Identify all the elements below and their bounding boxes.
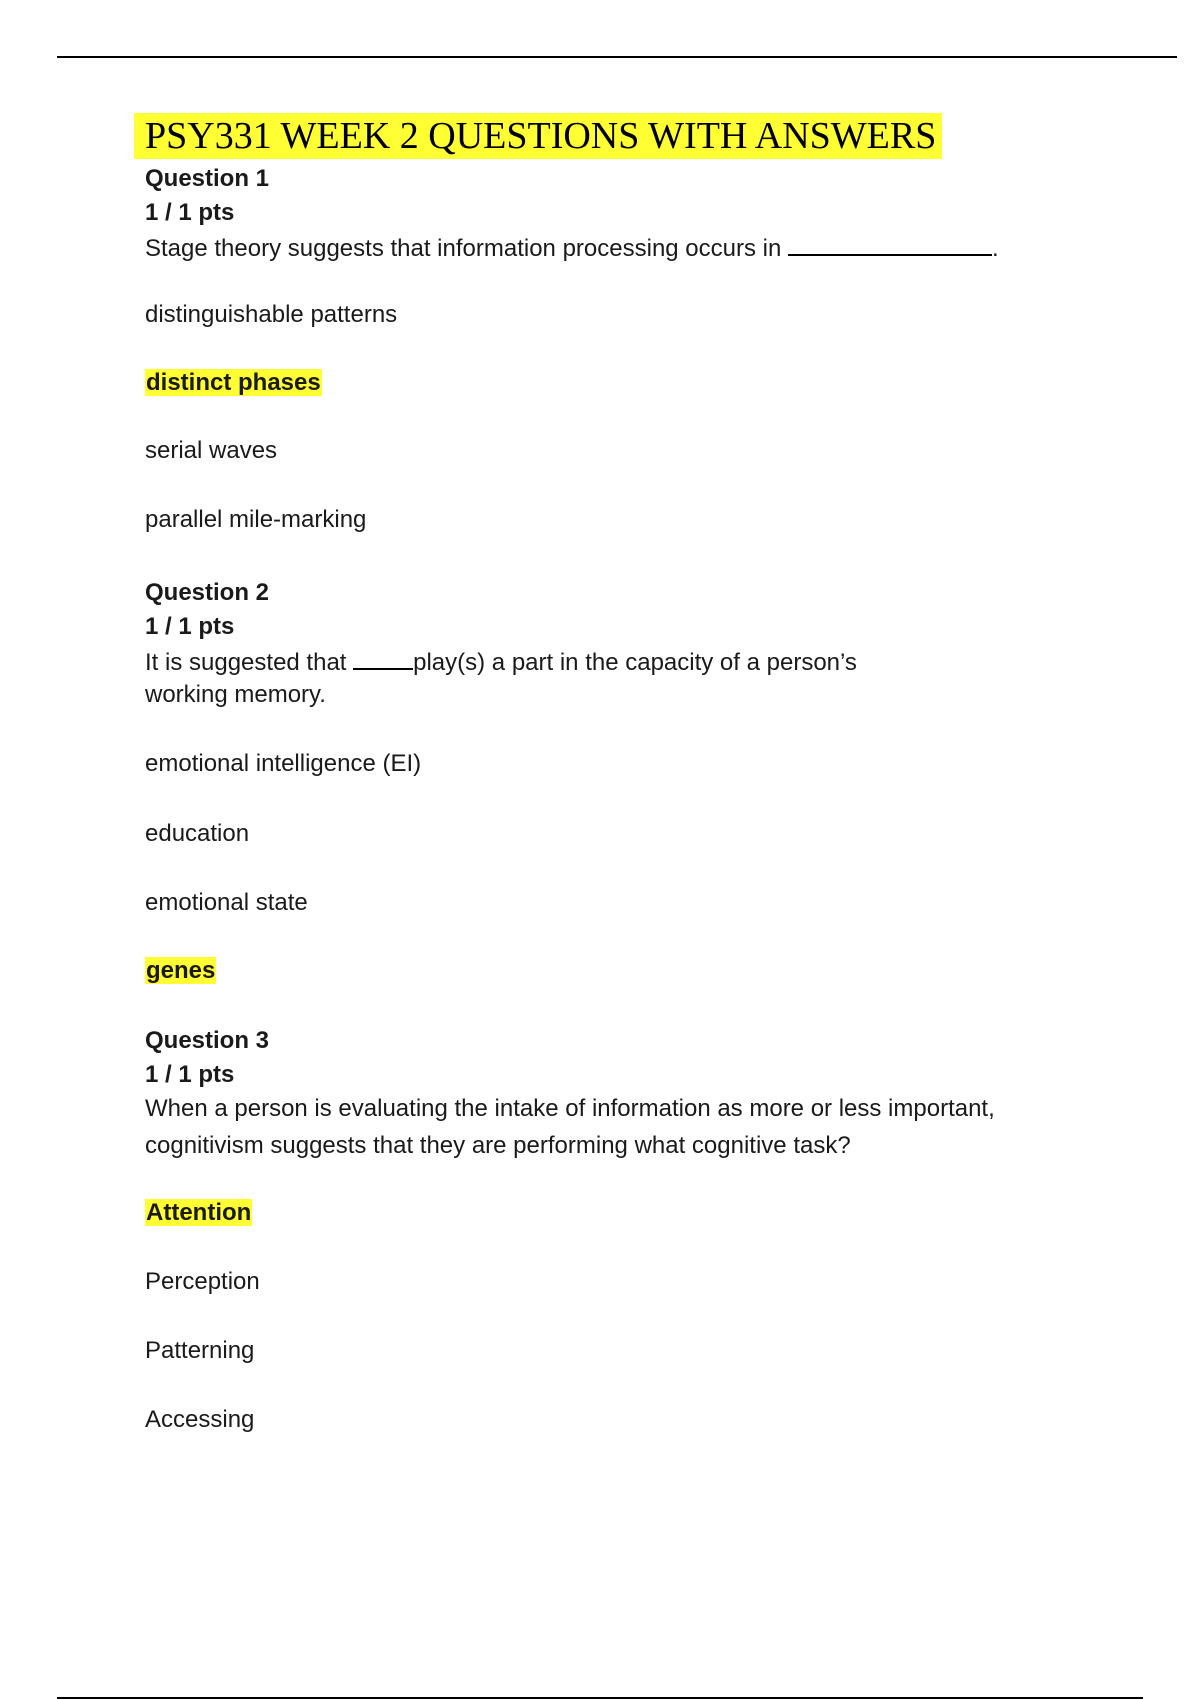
question-2-option-3: emotional state <box>145 889 308 916</box>
answer-blank <box>353 646 413 670</box>
answer-blank <box>788 232 992 256</box>
question-3-prompt-line-2: cognitivism suggests that they are performing what cognitive task? <box>145 1132 851 1159</box>
question-1-prompt <box>145 232 999 264</box>
correct-answer-highlight: genes <box>146 957 216 984</box>
correct-answer-highlight: Attention <box>146 1199 252 1226</box>
question-1-option-2-correct <box>145 368 322 398</box>
question-2-option-2: education <box>145 820 250 847</box>
question-2-prompt-cont: play(s) a part in the capacity of a person’s <box>413 649 857 676</box>
question-2-label: Question 2 <box>145 579 270 606</box>
question-3-option-1-correct <box>145 1198 252 1228</box>
question-1-option-3: serial waves <box>145 437 278 464</box>
question-3-option-4: Accessing <box>145 1406 255 1433</box>
document-title: PSY331 WEEK 2 QUESTIONS WITH ANSWERS <box>134 113 942 159</box>
question-1-label: Question 1 <box>145 165 270 192</box>
question-3-points: 1 / 1 pts <box>145 1061 235 1088</box>
question-1-prompt-end: . <box>992 235 999 262</box>
question-3-option-2: Perception <box>145 1268 260 1295</box>
question-1-option-1: distinguishable patterns <box>145 301 398 328</box>
question-2-option-1: emotional intelligence (EI) <box>145 750 422 777</box>
question-1-option-4: parallel mile-marking <box>145 506 367 533</box>
question-3-label: Question 3 <box>145 1027 270 1054</box>
question-2-points: 1 / 1 pts <box>145 613 235 640</box>
question-3-option-3: Patterning <box>145 1337 255 1364</box>
question-2-prompt-text: It is suggested that <box>145 649 354 676</box>
question-2-prompt-line-2: working memory. <box>145 681 326 708</box>
correct-answer-highlight: distinct phases <box>146 369 321 396</box>
question-2-option-4-correct <box>145 956 216 986</box>
question-1-points: 1 / 1 pts <box>145 199 235 226</box>
question-3-prompt-line-1: When a person is evaluating the intake of information as more or less important, <box>145 1095 995 1122</box>
footer-rule <box>57 1697 1143 1699</box>
question-2-prompt <box>145 646 857 678</box>
question-1-prompt-text: Stage theory suggests that information processing occurs in <box>145 235 789 262</box>
